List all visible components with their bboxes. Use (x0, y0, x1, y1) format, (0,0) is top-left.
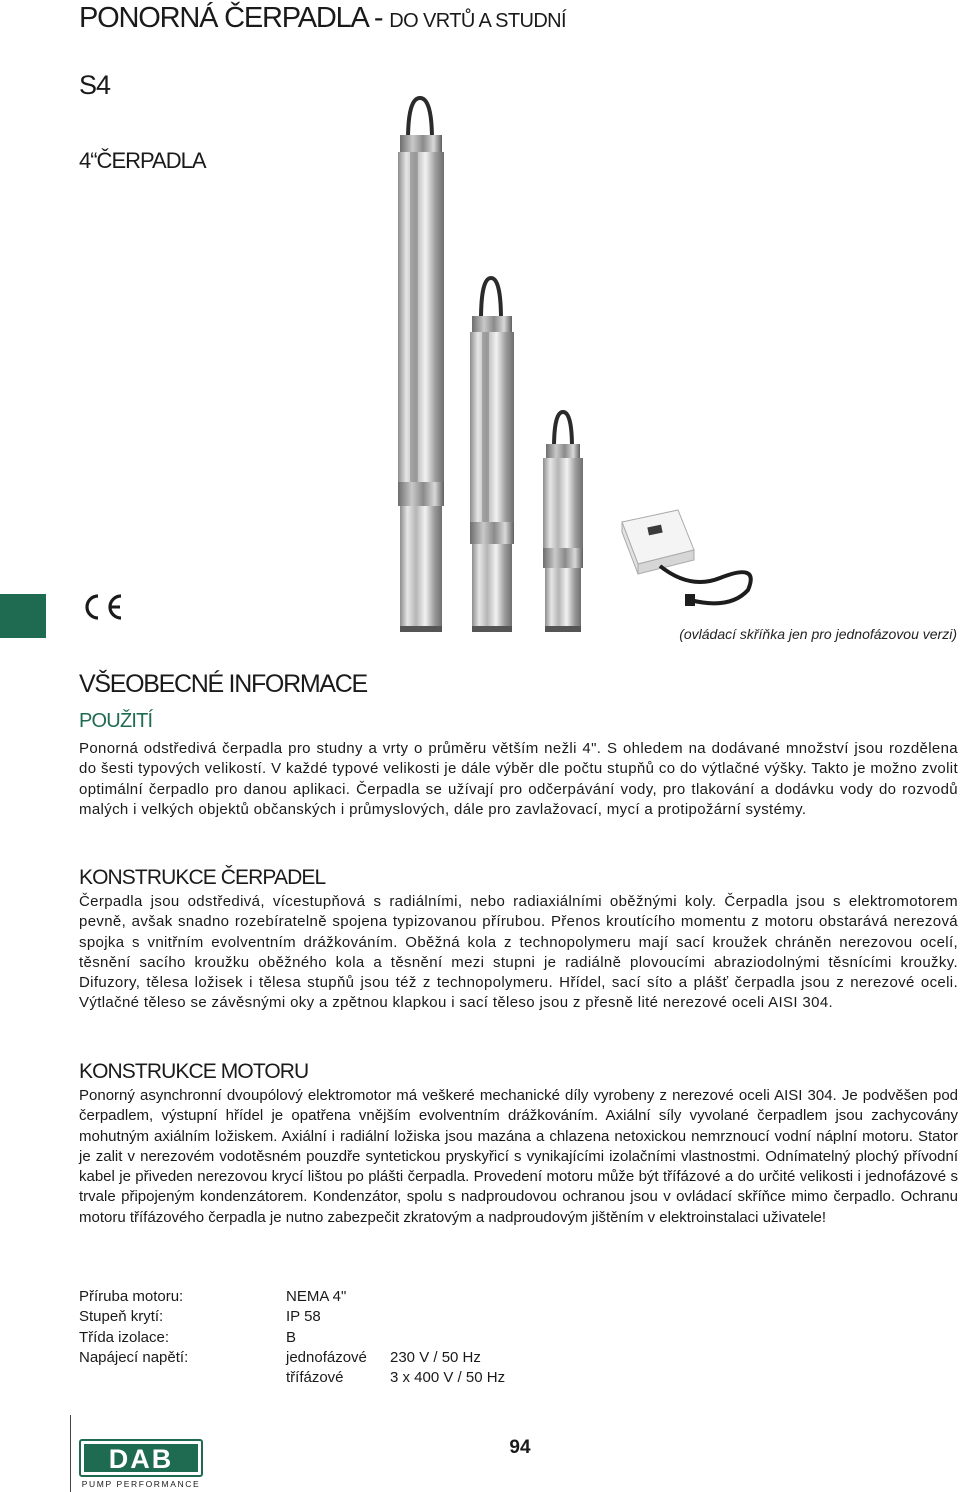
spec-label: Třída izolace: (79, 1328, 170, 1346)
spec-row (79, 1287, 505, 1307)
model-name: S4 (79, 70, 111, 100)
spec-label: Stupeň krytí: (79, 1308, 164, 1326)
spec-row (79, 1368, 505, 1388)
section-marker (0, 594, 46, 638)
pump-medium-icon (470, 278, 514, 632)
spec-value: NEMA 4" (286, 1288, 347, 1305)
spec-value: jednofázové (286, 1348, 367, 1366)
image-caption: (ovládací skříňka jen pro jednofázovou verzi) (679, 626, 957, 642)
logo-tagline: PUMP PERFORMANCE (81, 1479, 201, 1489)
paragraph-motor: Ponorný asynchronní dvoupólový elektromotor má veškeré mechanické díly vyrobeny z nerezové oceli AISI 304. Je podvěšen pod čerpadlem, výstupní hřídel je opatřena vnějším evolventním drážkováním. Axiální síly vyvolané čerpadlem jsou zachycovány mohutným axiálním ložiskem. Axiální i radiální ložiska jsou mazána a chlazena netoxickou nemrznoucí vodní náplní motoru. Stator je zalit v nerezovém vodotěsném pouzdře syntetickou pryskyřicí s vynikajícími izolačními vlastnostmi. Odnímatelný plochý přívodní kabel je přiveden nerezovou krycí lištou po plášti čerpadla. Provedení motoru může být třífázové a do určité velikosti i jednofázové s trvale připojeným kondenzátorem. Kondenzátor, spolu s nadproudovou ochranou jsou v ovládací skříňce mimo čerpadlo. Ochranu motoru třífázového čerpadla je nutno zabezpečit zkratovým a nadproudovým jištěním v elektroinstalaci uživatele! (79, 1087, 958, 1226)
product-photo (360, 90, 780, 635)
spec-value: B (286, 1328, 297, 1346)
dab-logo (79, 1439, 203, 1489)
paragraph-usage: Ponorná odstředivá čerpadla pro studny a vrty o průměru větším nežli 4". S ohledem na dodávané množství jsou rozdělena do šesti typových velikostí. V každé typové velikosti je dále výběr dle počtu stupňů co do výtlačné výšky. Takto je možno zvolit optimální čerpadlo pro danou aplikaci. Čerpadla se užívají pro odčerpávání vody, pro tlakování a dodávku vody do rozvodů malých i velkých objektů občanských i průmyslových, dále pro zavlažovací, mycí a protipožární systémy. (79, 740, 958, 818)
page-number: 94 (509, 1437, 531, 1458)
spec-label: Příruba motoru: (79, 1288, 184, 1305)
product-type: 4“ČERPADLA (79, 148, 206, 173)
spec-row (79, 1307, 505, 1327)
spec-label (79, 1368, 286, 1388)
spec-row (79, 1348, 505, 1368)
paragraph-pump: Čerpadla jsou odstředivá, vícestupňová s radiálními, nebo radiaxiálními oběžnými koly. Čerpadla jsou s elektromotorem pevně, avšak snadno rozebíratelně spojena typizovanou přírubou. Přenos kroutícího momentu z motoru obstarává nerezová spojka s vnitřním evolventním drážkováním. Oběžná kola z technopolymeru mají sací kroužek chráněn nerezovou ocelí, těsnění sacího kroužku oběžného kola a těsnění mezi stupni je radiálně plovoucími abraziodolnými těsnícími kroužky. Difuzory, tělesa ložisek i tělesa stupňů jsou též z technopolymeru. Hřídel, sací síto a plášť čerpadla jsou z nerezové oceli. Výtlačné těleso se závěsnými oky a zpětnou klapkou i sací těleso jsou z přesně lité nerezové oceli AISI 304. (79, 893, 958, 1012)
section-subtitle-usage: POUŽITÍ (79, 710, 153, 732)
page-title-main: PONORNÁ ČERPADLA - (79, 2, 390, 34)
pump-large-icon (398, 98, 444, 632)
spec-value: IP 58 (286, 1308, 321, 1326)
control-box-icon (622, 510, 751, 606)
ce-mark-icon (79, 592, 125, 622)
section-title-general: VŠEOBECNÉ INFORMACE (79, 670, 367, 698)
page-title (79, 2, 566, 35)
footer-divider (70, 1415, 71, 1492)
spec-table (79, 1287, 505, 1388)
spec-label: Napájecí napětí: (79, 1348, 189, 1366)
section-title-motor: KONSTRUKCE MOTORU (79, 1060, 309, 1083)
spec-row (79, 1328, 505, 1348)
logo-text: DAB (108, 1444, 174, 1474)
pump-small-icon (543, 412, 583, 632)
spec-value-2: 3 x 400 V / 50 Hz (390, 1369, 506, 1387)
section-title-pump: KONSTRUKCE ČERPADEL (79, 866, 326, 889)
page-title-sub: DO VRTŮ A STUDNÍ (389, 10, 566, 32)
spec-value: třífázové (286, 1369, 344, 1387)
spec-value-2: 230 V / 50 Hz (390, 1348, 481, 1366)
